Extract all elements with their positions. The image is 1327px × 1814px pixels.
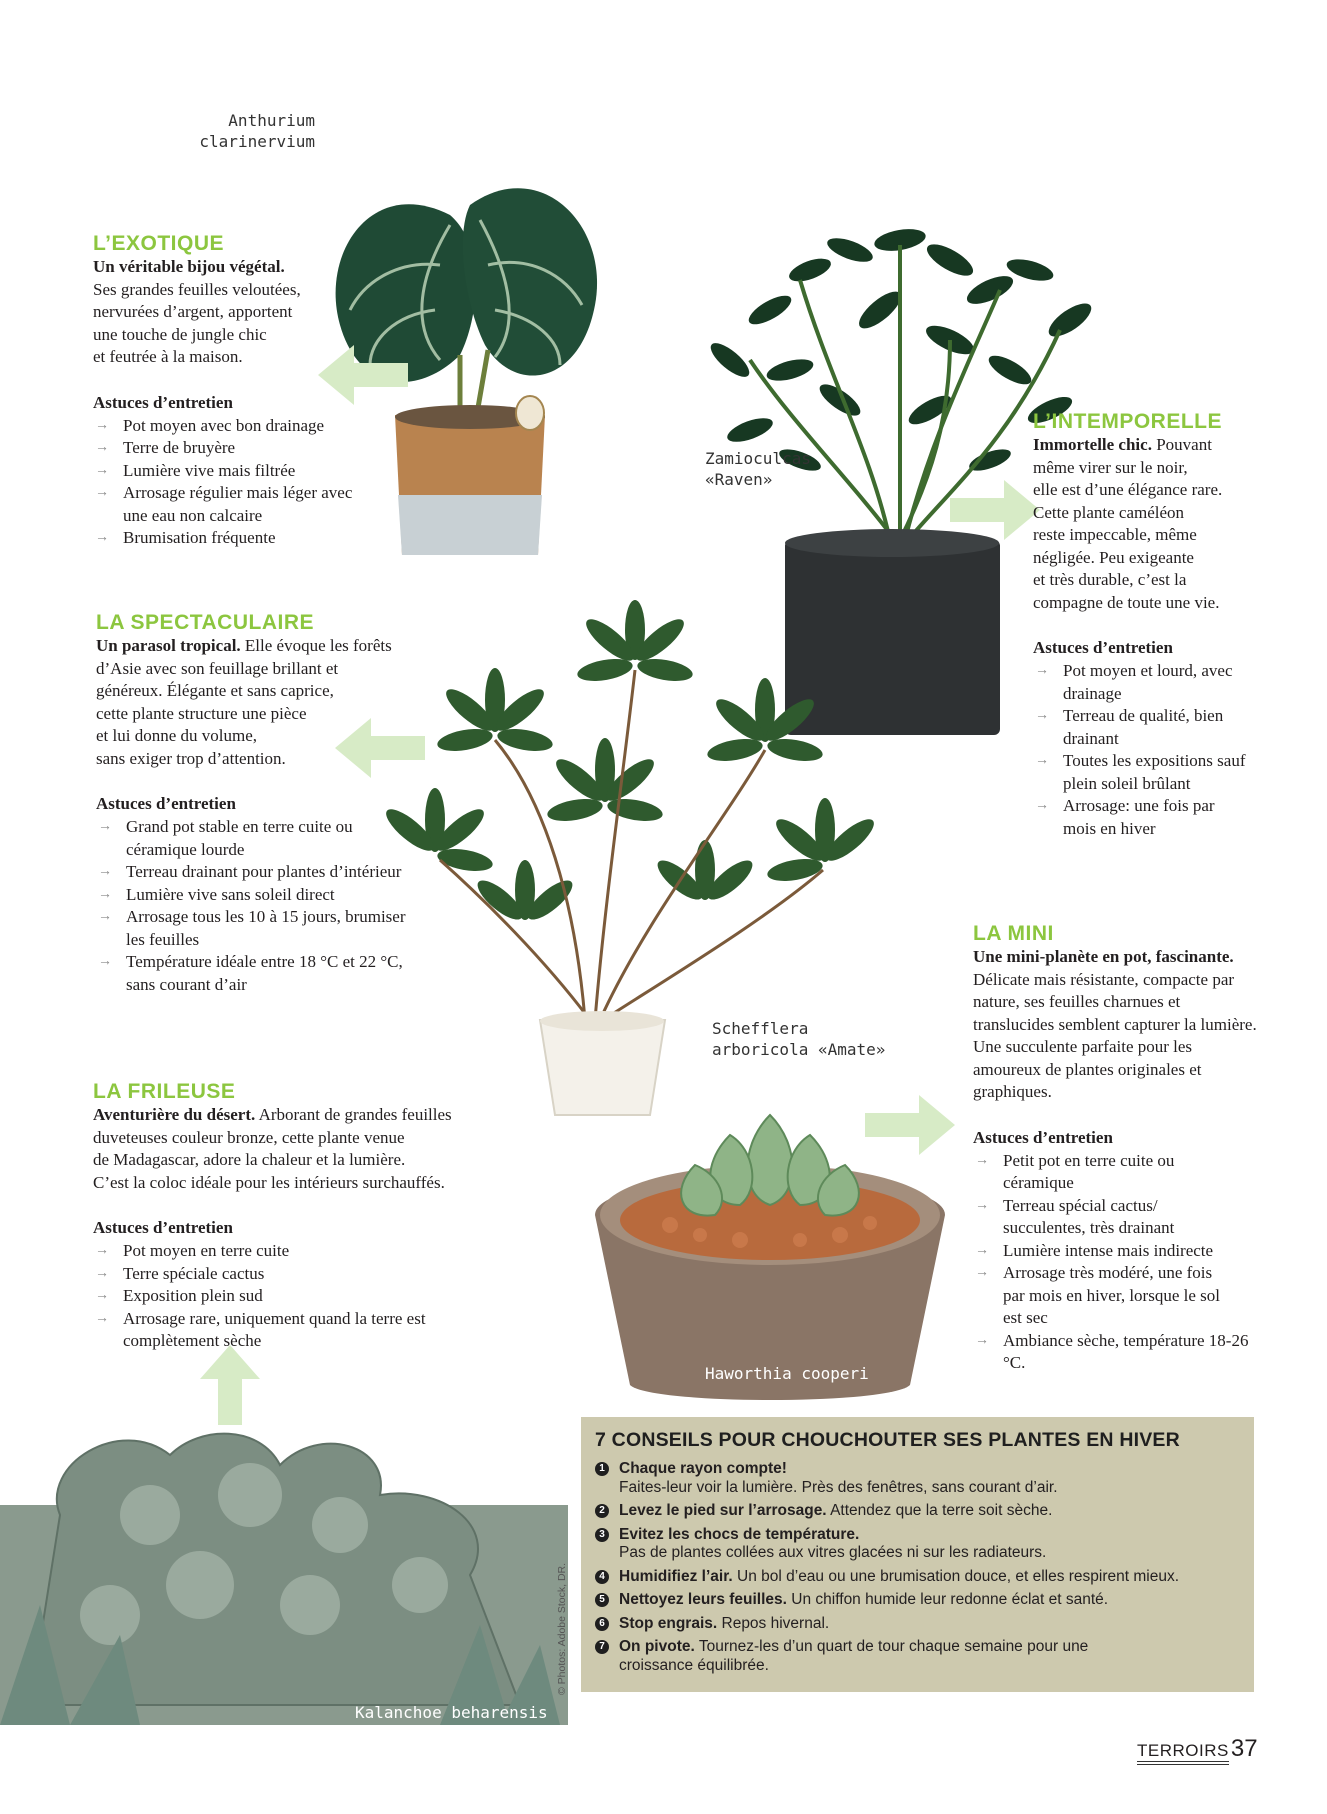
caption-line: Schefflera [712,1019,809,1038]
section-text: Ses grandes feuilles veloutées, nervurées d’argent, apportent une touche de jungle chic et feutrée à la maison. [93,279,301,366]
tips-list [96,816,406,996]
list-item: 5 Nettoyez leurs feuilles. Un chiffon humide leur redonne éclat et santé. [595,1591,1254,1610]
caption-line: Zamioculcas [705,449,811,468]
list-item: → Brumisation fréquente [93,527,373,550]
tips-list [973,1150,1249,1375]
tips-list [93,415,373,550]
section-text: Immortelle chic. Pouvant même virer sur le noir, elle est d’une élégance rare. Cette plante caméléon reste impeccable, même négligée. Peu exigeante et très durable, c’est la compagne de toute une vie. [1033,435,1223,612]
list-item: → Température idéale entre 18 °C et 22 °C, sans courant d’air [96,951,406,996]
list-item: 3 Evitez les chocs de température. Pas de plantes collées aux vitres glacées ni sur les radiateurs. [595,1526,1254,1563]
number-badge: 3 [595,1528,609,1542]
tips-list [93,1240,433,1353]
section-title: LA FRILEUSE [93,1080,236,1103]
tips-list [1033,660,1248,840]
section-text: Un parasol tropical. Elle évoque les forêts d’Asie avec son feuillage brillant et généreux. Élégante et sans caprice, cette plante structure une pièce et lui donne du volume, sans exiger trop d’attention. [96,636,392,768]
number-badge: 7 [595,1640,609,1654]
list-item: 7 On pivote. Tournez-les d’un quart de tour chaque semaine pour une croissance équilibrée. [595,1638,1119,1675]
tips-title: Astuces d’entretien [93,1218,233,1237]
list-item: → Ambiance sèche, température 18-26 °C. [973,1330,1258,1375]
number-badge: 4 [595,1570,609,1584]
kalanchoe-photo [0,1385,568,1725]
list-item: → Arrosage rare, uniquement quand la terre est complètement sèche [93,1308,443,1353]
magazine-name: TERROIRS [1137,1741,1229,1765]
section-intemporelle [1033,410,1273,840]
list-item: → Terreau drainant pour plantes d’intérieur [96,861,406,884]
section-title: L’INTEMPORELLE [1033,410,1223,433]
list-item: → Arrosage: une fois par mois en hiver [1033,795,1248,840]
list-item: → Terreau de qualité, bien drainant [1033,705,1248,750]
caption-haworthia: Haworthia cooperi [705,1364,869,1383]
section-text: Aventurière du désert. Arborant de grandes feuilles duveteuses couleur bronze, cette plante venue de Madagascar, adore la chaleur et la lumière. C’est la coloc idéale pour les intérieurs surchauffés. [93,1105,452,1192]
tips-title: Astuces d’entretien [1033,638,1173,657]
list-item: → Grand pot stable en terre cuite ou céramique lourde [96,816,406,861]
number-badge: 2 [595,1504,609,1518]
conseils-box [581,1417,1254,1692]
conseils-title: 7 CONSEILS POUR CHOUCHOUTER SES PLANTES EN HIVER [595,1429,1180,1451]
section-text: Une mini-planète en pot, fascinante. Délicate mais résistante, compacte par nature, ses feuilles charnues et translucides semblent capturer la lumière. Une succulente parfaite pour les amoureux de plantes originales et graphiques. [973,947,1257,1101]
list-item: → Pot moyen et lourd, avec drainage [1033,660,1248,705]
caption-zamioculcas [705,448,811,490]
caption-line: arboricola «Amate» [712,1040,886,1059]
list-item: → Terre spéciale cactus [93,1263,433,1286]
arrow-right-icon [950,480,1040,540]
list-item: → Exposition plein sud [93,1285,433,1308]
list-item: → Petit pot en terre cuite ou céramique [973,1150,1183,1195]
tips-title: Astuces d’entretien [96,794,236,813]
list-item: 6 Stop engrais. Repos hivernal. [595,1615,1254,1634]
caption-anthurium [190,110,315,152]
caption-kalanchoe: Kalanchoe beharensis [355,1703,548,1722]
list-item: 1 Chaque rayon compte! Faites-leur voir la lumière. Près des fenêtres, sans courant d’air. [595,1460,1254,1497]
arrow-up-icon [200,1345,260,1425]
list-item: → Lumière intense mais indirecte [973,1240,1243,1263]
caption-line: Anthurium [228,111,315,130]
list-item: → Pot moyen en terre cuite [93,1240,433,1263]
section-spectaculaire [96,611,436,996]
arrow-right-icon [865,1095,955,1155]
caption-line: «Raven» [705,470,773,489]
caption-line: clarinervium [199,132,315,151]
tips-title: Astuces d’entretien [93,392,233,412]
section-exotique [93,232,373,550]
list-item: → Arrosage très modéré, une fois par mois en hiver, lorsque le sol est sec [973,1262,1223,1330]
conseils-list [581,1460,1254,1675]
photo-credit: © Photos: Adobe Stock, DR. [556,1562,568,1695]
page-footer [1137,1735,1258,1763]
page-number: 37 [1230,1735,1258,1762]
list-item: → Toutes les expositions sauf plein soleil brûlant [1033,750,1248,795]
list-item: → Arrosage régulier mais léger avec une eau non calcaire [93,482,353,527]
list-item: → Terreau spécial cactus/ succulentes, très drainant [973,1195,1193,1240]
section-title: LA MINI [973,922,1054,945]
caption-schefflera [712,1018,885,1060]
section-title: L’EXOTIQUE [93,232,225,255]
list-item: → Lumière vive mais filtrée [93,460,373,483]
list-item: 2 Levez le pied sur l’arrosage. Attendez que la terre soit sèche. [595,1502,1254,1521]
section-title: LA SPECTACULAIRE [96,611,314,634]
list-item: → Lumière vive sans soleil direct [96,884,406,907]
number-badge: 6 [595,1617,609,1631]
section-mini [973,922,1258,1375]
list-item: → Arrosage tous les 10 à 15 jours, brumiser les feuilles [96,906,406,951]
list-item: → Pot moyen avec bon drainage [93,415,373,438]
tips-title: Astuces d’entretien [973,1127,1113,1147]
list-item: 4 Humidifiez l’air. Un bol d’eau ou une brumisation douce, et elles respirent mieux. [595,1568,1254,1587]
list-item: → Terre de bruyère [93,437,373,460]
number-badge: 5 [595,1593,609,1607]
section-lead: Un véritable bijou végétal. [93,257,285,276]
number-badge: 1 [595,1462,609,1476]
section-frileuse [93,1080,513,1353]
